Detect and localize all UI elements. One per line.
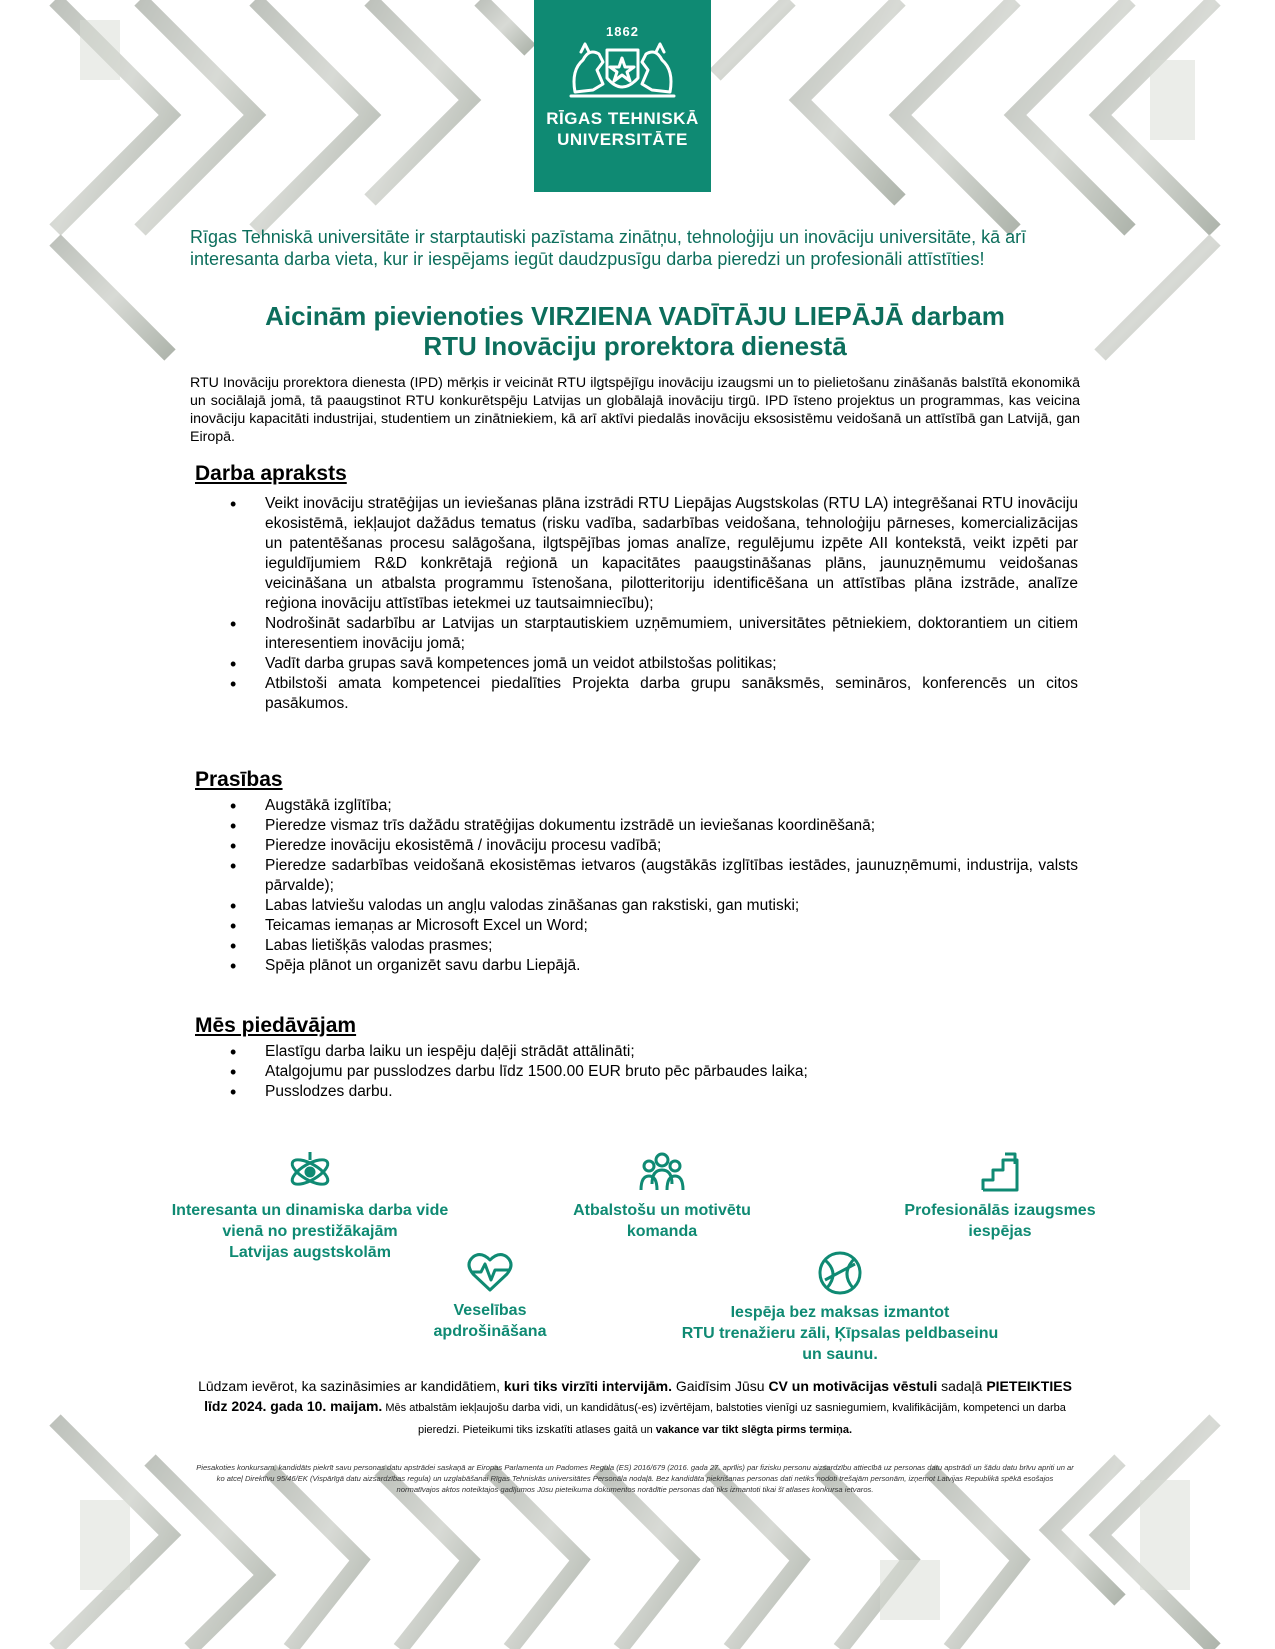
title-line-1: Aicinām pievienoties VIRZIENA VADĪTĀJU LIEPĀJĀ darbam	[265, 301, 1005, 331]
benefit-environment: Interesanta un dinamiska darba vide vienā no prestižākajām Latvijas augstskolām	[150, 1150, 470, 1263]
rtu-logo	[534, 0, 711, 192]
coat-of-arms-icon	[567, 40, 678, 102]
gdpr-notice: Piesakoties konkursam, kandidāts piekrīt savu personas datu apstrādei saskaņā ar Eiropas Parlamenta un Padomes Regula (ES) 2016/679 (2016. gada 27. aprīlis) par fizisku personu aizsardzību attiecībā uz personas datu apstrādi un šādu datu brīvu apriti un ar ko atceļ Direktīvu 95/46/EK (Vispārīgā datu aizsardzības regula) un uzglabāšanai Rīgas Tehniskās universitātes Personāla nodaļā. Bez kandidāta piekrišanas personas dati netiks nodoti trešajām personām, izņemot Latvijas Republikā spēkā esošajos normatīvajos aktos noteiktajos gadījumos Jūsu pieteikuma dokumentos norādītie personas dati tiks izmantoti tikai šī atlases konkursa ietvaros.	[196, 1463, 1074, 1494]
team-icon	[637, 1150, 687, 1194]
list-item: • Pieredze inovāciju ekosistēmā / inovāciju procesu vadībā;	[230, 836, 1078, 856]
requirements-list	[230, 796, 1078, 976]
benefit-team: Atbalstošu un motivētu komanda	[552, 1150, 772, 1242]
stairs-icon	[977, 1150, 1023, 1194]
page-title	[190, 301, 1080, 361]
section-title-requirements: Prasības	[195, 768, 283, 791]
application-note: Lūdzam ievērot, ka sazināsimies ar kandidātiem, kuri tiks virzīti intervijām. Gaidīsim Jūsu CV un motivācijas vēstuli sadaļā PIETEIKTIES līdz 2024. gada 10. maijam. Mēs atbalstām iekļaujošu darba vidi, un kandidātus(-es) izvērtējam, balstoties vienīgi uz sasniegumiem, kvalifikācijām, kompetenci un darba pieredzi. Pieteikumi tiks izskatīti atlases gaitā un vakance var tikt slēgta pirms termiņa.	[198, 1378, 1072, 1436]
list-item: • Labas lietišķās valodas prasmes;	[230, 936, 1078, 956]
list-item: • Pusslodzes darbu.	[230, 1082, 1078, 1102]
list-item: • Atalgojumu par pusslodzes darbu līdz 1500.00 EUR bruto pēc pārbaudes laika;	[230, 1062, 1078, 1082]
benefit-health: Veselības apdrošināšana	[400, 1250, 580, 1342]
benefit-growth: Profesionālās izaugsmes iespējas	[880, 1150, 1120, 1242]
ball-icon	[817, 1250, 863, 1296]
list-item: • Veikt inovāciju stratēģijas un ieviešanas plāna izstrādi RTU Liepājas Augstskolas (RTU LA) integrēšanai RTU inovāciju ekosistēmā, iekļaujot dažādus tematus (risku vadība, sadarbības veidošana, tehnoloģiju pārneses, komercializācijas un patentēšanas procesu salāgošana, ilgtspējības jomas analīze, regulējumu izpēte AII kontekstā, veikt izpēti par ieguldījumiem R&D konkrētajā reģionā un kapacitātes paaugstināšanas plāns, jaunuzņēmumu veidošanas veicināšana un atbalsta programmu īstenošana, pilotteritoriju identificēšana un attīstības plāna izstrāde, analīze reģiona inovāciju attīstības ietekmei uz tautsaimniecību);	[230, 494, 1078, 614]
logo-year: 1862	[606, 24, 639, 39]
offer-list	[230, 1042, 1078, 1102]
list-item: • Augstākā izglītība;	[230, 796, 1078, 816]
duties-list	[230, 494, 1078, 714]
benefit-sport: Iespēja bez maksas izmantot RTU trenažieru zāli, Ķīpsalas peldbaseinu un saunu.	[640, 1250, 1040, 1365]
section-title-duties: Darba apraksts	[195, 462, 347, 485]
list-item: • Vadīt darba grupas savā kompetences jomā un veidot atbilstošas politikas;	[230, 654, 1078, 674]
list-item: • Atbilstoši amata kompetencei piedalīties Projekta darba grupu sanāksmēs, semināros, konferencēs un citos pasākumos.	[230, 674, 1078, 714]
list-item: • Labas latviešu valodas un angļu valodas zināšanas gan rakstiski, gan mutiski;	[230, 896, 1078, 916]
list-item: • Teicamas iemaņas ar Microsoft Excel un Word;	[230, 916, 1078, 936]
apply-deadline: PIETEIKTIES līdz 2024. gada 10. maijam.	[204, 1378, 1072, 1414]
intro-text: Rīgas Tehniskā universitāte ir starptautiski pazīstama zinātņu, tehnoloģiju un inovāciju universitāte, kā arī interesanta darba vieta, kur ir iespējams iegūt daudzpusīgu darba pieredzi un profesionāli attīstīties!	[190, 227, 1027, 269]
list-item: • Spēja plānot un organizēt savu darbu Liepājā.	[230, 956, 1078, 976]
atom-icon	[287, 1150, 333, 1194]
logo-name: RĪGAS TEHNISKĀ UNIVERSITĀTE	[546, 109, 699, 149]
department-description: RTU Inovāciju prorektora dienesta (IPD) mērķis ir veicināt RTU ilgtspējīgu inovāciju izaugsmi un to pielietošanu zināšanās balstītā ekonomikā un sociālajā jomā, tā paaugstinot RTU konkurētspēju Latvijas un globālajā inovāciju tirgū. IPD īsteno projektus un programmas, kas veicina inovāciju kapacitāti industrijai, studentiem un zinātniekiem, kā arī aktīvi piedalās inovāciju eksosistēmu veidošanā un attīstībā gan Latvijā, gan Eiropā.	[190, 375, 1080, 445]
section-title-offer: Mēs piedāvājam	[195, 1014, 357, 1037]
title-line-2: RTU Inovāciju prorektora dienestā	[423, 331, 847, 361]
list-item: • Pieredze vismaz trīs dažādu stratēģijas dokumentu izstrādē un ieviešanas koordinēšanā;	[230, 816, 1078, 836]
list-item: • Nodrošināt sadarbību ar Latvijas un starptautiskiem uzņēmumiem, universitātes pētniekiem, doktorantiem un citiem interesentiem inovāciju jomā;	[230, 614, 1078, 654]
list-item: • Elastīgu darba laiku un iespēju daļēji strādāt attālināti;	[230, 1042, 1078, 1062]
list-item: • Pieredze sadarbības veidošanā ekosistēmas ietvaros (augstākās izglītības iestādes, jaunuzņēmumi, industrija, valsts pārvalde);	[230, 856, 1078, 896]
heart-pulse-icon	[465, 1250, 515, 1294]
